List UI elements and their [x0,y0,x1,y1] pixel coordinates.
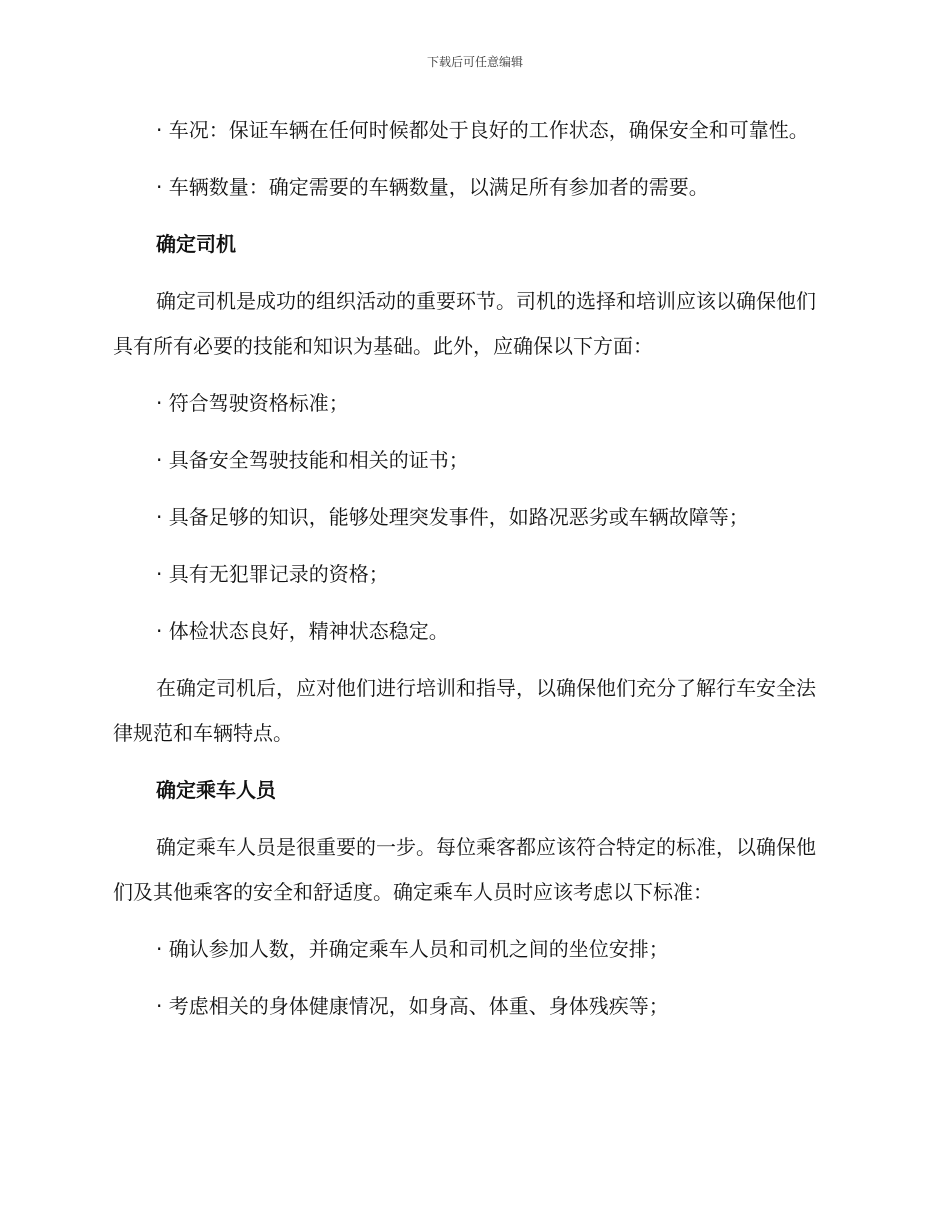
page-header: 下载后可任意编辑 [426,55,523,69]
bullet-driver-qualification: · 符合驾驶资格标准； [156,391,349,415]
paragraph-passengers-intro: 确定乘车人员是很重要的一步。每位乘客都应该符合特定的标准，以确保他们及其他乘客的安全和舒适度。确定乘车人员时应该考虑以下标准： [113,835,816,904]
paragraph-vehicle-condition: · 车况：保证车辆在任何时候都处于良好的工作状态，确保安全和可靠性。 [156,118,809,142]
heading-passengers: 确定乘车人员 [156,778,276,802]
heading-drivers: 确定司机 [156,232,236,256]
bullet-driver-health: · 体检状态良好，精神状态稳定。 [156,619,449,643]
bullet-vehicle-count: · 车辆数量：确定需要的车辆数量，以满足所有参加者的需要。 [156,175,709,199]
bullet-driver-knowledge: · 具备足够的知识，能够处理突发事件，如路况恶劣或车辆故障等； [156,505,749,529]
bullet-passenger-health: · 考虑相关的身体健康情况，如身高、体重、身体残疾等； [156,994,669,1018]
paragraph-drivers-intro: 确定司机是成功的组织活动的重要环节。司机的选择和培训应该以确保他们具有所有必要的技能和知识为基础。此外，应确保以下方面： [113,289,816,358]
document-body [113,108,833,1041]
paragraph-driver-training: 在确定司机后，应对他们进行培训和指导，以确保他们充分了解行车安全法律规范和车辆特点。 [113,676,816,745]
bullet-passenger-count: · 确认参加人数，并确定乘车人员和司机之间的坐位安排； [156,937,669,961]
bullet-driver-certificate: · 具备安全驾驶技能和相关的证书； [156,448,469,472]
bullet-driver-record: · 具有无犯罪记录的资格； [156,562,389,586]
